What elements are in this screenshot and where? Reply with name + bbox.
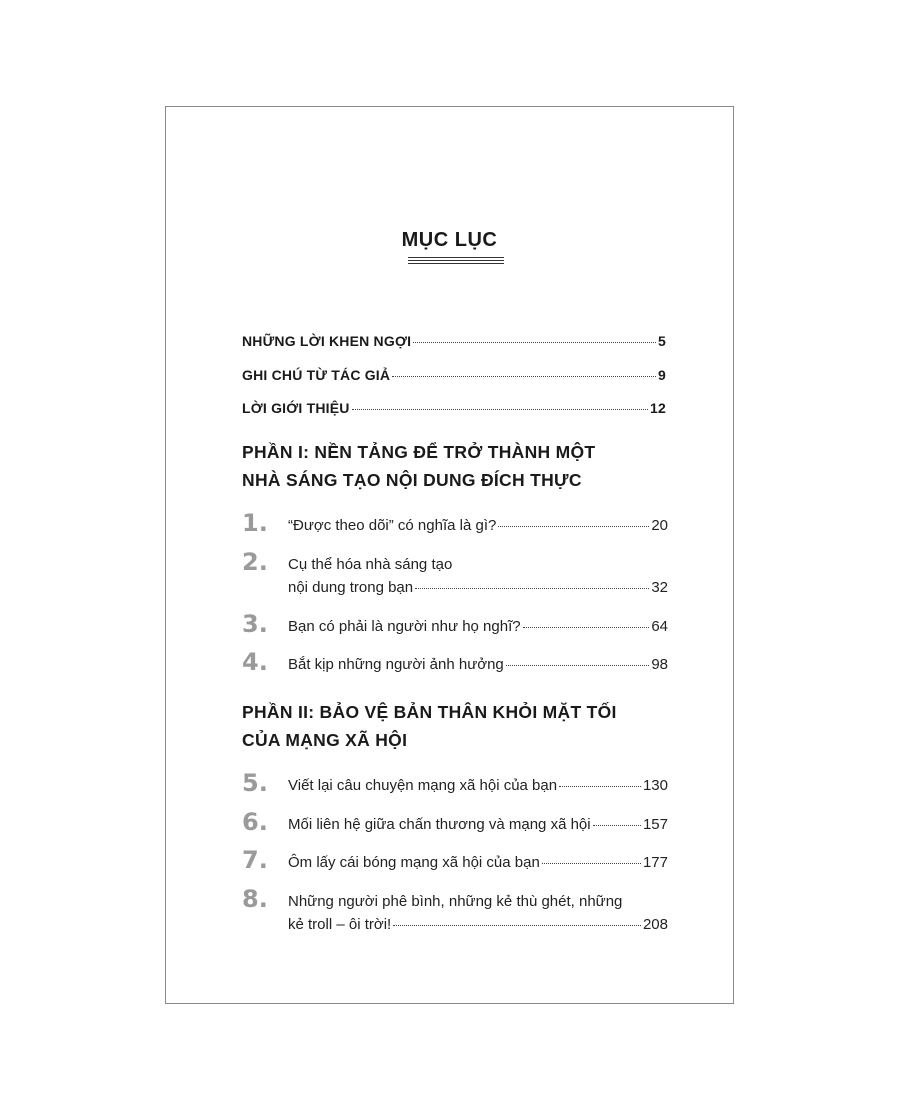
toc-entry-page: 5 <box>658 333 666 349</box>
dot-leader <box>415 588 649 589</box>
chapter-page: 20 <box>651 517 668 534</box>
toc-entry-introduction[interactable] <box>242 400 666 416</box>
chapter-page: 130 <box>642 777 668 794</box>
dot-leader <box>542 863 641 864</box>
toc-entry-page: 12 <box>650 400 666 416</box>
chapter-title-cont: nội dung trong bạn <box>288 579 414 596</box>
title-wrap <box>166 229 733 252</box>
dot-leader <box>559 786 641 787</box>
chapter-title: Bắt kịp những người ảnh hưởng <box>288 656 504 673</box>
toc-entry-page: 9 <box>658 367 666 383</box>
toc-entry-praise[interactable] <box>242 333 666 349</box>
chapter-title: Những người phê bình, những kẻ thù ghét, những <box>288 893 623 910</box>
part-heading-line: CỦA MẠNG XÃ HỘI <box>242 730 408 750</box>
chapter-title: Bạn có phải là người như họ nghĩ? <box>288 618 521 635</box>
page-title: MỤC LỤC <box>401 229 498 251</box>
chapter-number: 5. <box>242 769 268 797</box>
part-heading-2 <box>242 698 682 754</box>
part-heading-line: PHẦN II: BẢO VỆ BẢN THÂN KHỎI MẶT TỐI <box>242 702 617 722</box>
chapter-number: 4. <box>242 648 268 676</box>
chapter-title: “Được theo dõi” có nghĩa là gì? <box>288 517 497 534</box>
toc-entry-label: GHI CHÚ TỪ TÁC GIẢ <box>242 367 391 383</box>
chapter-page: 157 <box>642 816 668 833</box>
part-heading-line: PHẦN I: NỀN TẢNG ĐỂ TRỞ THÀNH MỘT <box>242 442 596 462</box>
chapter-number: 6. <box>242 808 268 836</box>
book-page <box>165 106 734 1004</box>
chapter-title: Mối liên hệ giữa chấn thương và mạng xã hội <box>288 816 591 833</box>
dot-leader <box>593 825 641 826</box>
dot-leader <box>413 342 656 343</box>
dot-leader <box>352 409 648 410</box>
chapter-page: 64 <box>651 618 668 635</box>
toc-entry-author-note[interactable] <box>242 367 666 383</box>
dot-leader <box>498 526 649 527</box>
toc-entry-label: NHỮNG LỜI KHEN NGỢI <box>242 333 412 349</box>
chapter-title: Cụ thể hóa nhà sáng tạo <box>288 556 453 573</box>
dot-leader <box>523 627 650 628</box>
chapter-number: 2. <box>242 548 268 576</box>
part-heading-1 <box>242 438 682 494</box>
chapter-page: 32 <box>651 579 668 596</box>
chapter-number: 8. <box>242 885 268 913</box>
chapter-number: 7. <box>242 846 268 874</box>
chapter-page: 208 <box>642 916 668 933</box>
chapter-title-cont: kẻ troll – ôi trời! <box>288 916 392 933</box>
title-underline <box>408 257 504 266</box>
chapter-page: 98 <box>651 656 668 673</box>
dot-leader <box>392 376 656 377</box>
dot-leader <box>506 665 650 666</box>
chapter-title: Viết lại câu chuyện mạng xã hội của bạn <box>288 777 558 794</box>
chapter-title: Ôm lấy cái bóng mạng xã hội của bạn <box>288 854 540 871</box>
toc-entry-label: LỜI GIỚI THIỆU <box>242 400 350 416</box>
chapter-page: 177 <box>642 854 668 871</box>
part-heading-line: NHÀ SÁNG TẠO NỘI DUNG ĐÍCH THỰC <box>242 470 582 490</box>
chapter-number: 3. <box>242 610 268 638</box>
chapter-number: 1. <box>242 509 268 537</box>
dot-leader <box>393 925 641 926</box>
